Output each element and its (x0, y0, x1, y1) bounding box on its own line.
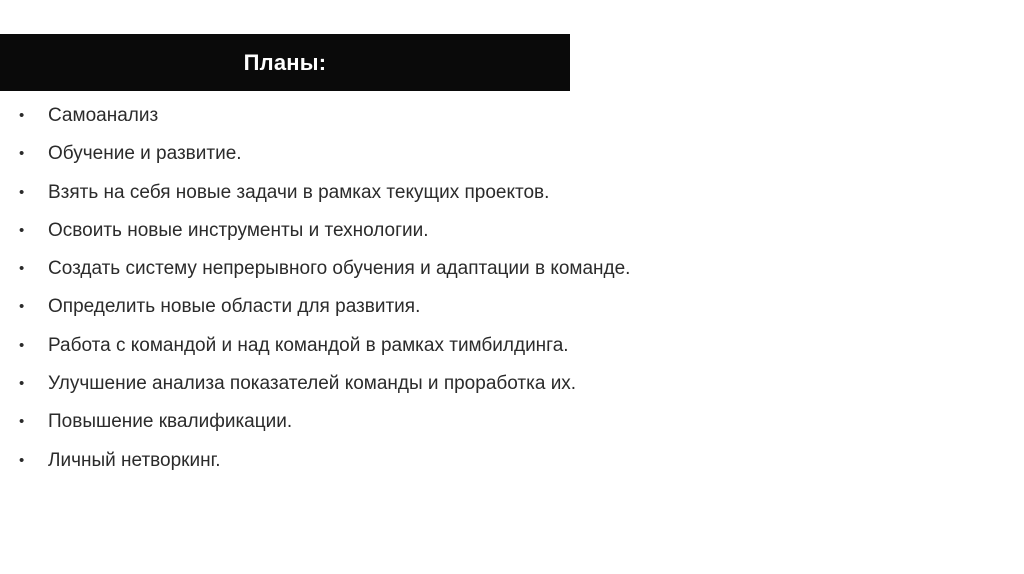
slide-title: Планы: (243, 50, 327, 75)
bullet-icon: • (19, 375, 25, 393)
bullet-icon: • (19, 336, 25, 354)
bullet-icon: • (19, 107, 25, 124)
list-item-text: Личный нетворкинг. (48, 449, 221, 471)
list-item-text: Освоить новые инструменты и технологии. (48, 219, 429, 241)
bullet-icon: • (19, 260, 25, 278)
bullet-icon: • (19, 413, 25, 431)
list-item-text: Самоанализ (48, 105, 159, 126)
title-bar (0, 34, 570, 91)
list-item-text: Работа с командой и над командой в рамках тимбилдинга. (48, 334, 569, 356)
bullet-icon: • (19, 183, 25, 201)
bullet-icon: • (19, 298, 25, 316)
list-item-text: Создать систему непрерывного обучения и адаптации в команде. (48, 258, 631, 280)
list-item-text: Взять на себя новые задачи в рамках текущих проектов. (48, 181, 550, 203)
bullet-icon: • (19, 451, 25, 469)
list-item-text: Обучение и развитие. (48, 143, 242, 165)
bullet-icon: • (19, 221, 25, 239)
list-item-text: Определить новые области для развития. (48, 296, 421, 318)
list-item-text: Повышение квалификации. (48, 411, 293, 433)
list-item-text: Улучшение анализа показателей команды и проработка их. (48, 373, 577, 395)
bullet-icon: • (19, 145, 25, 163)
